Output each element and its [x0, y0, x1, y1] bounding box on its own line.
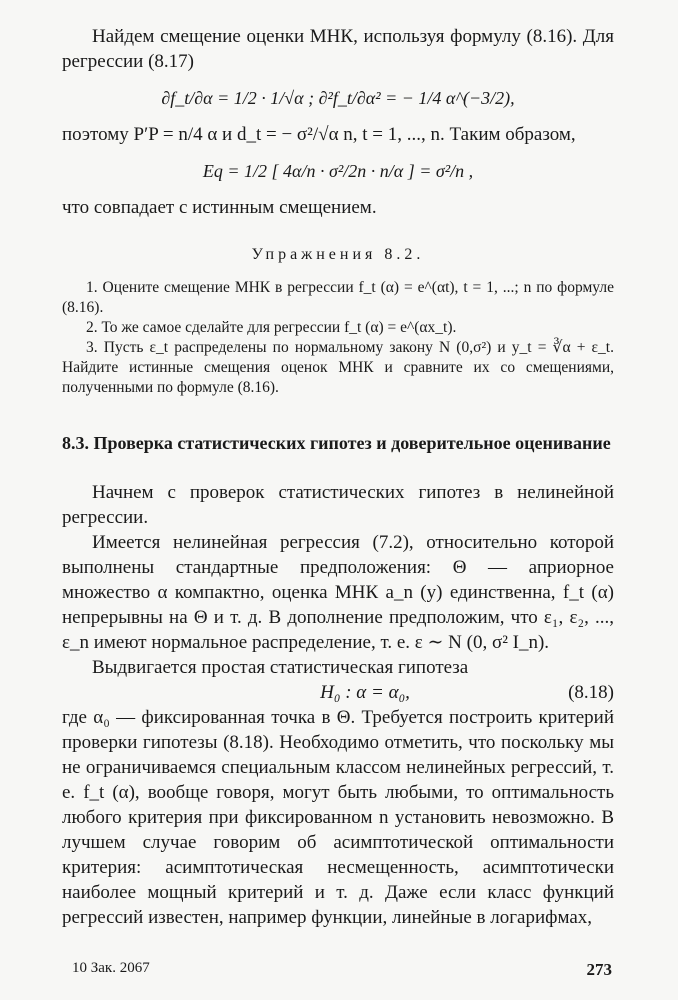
hypothesis-equation: [62, 680, 614, 705]
formula-bias: Eq = 1/2 [ 4α/n · σ²/2n · n/α ] = σ²/n ,: [202, 161, 474, 181]
intro-paragraph: Найдем смещение оценки МНК, используя формулу (8.16). Для регрессии (8.17): [62, 26, 614, 72]
equation-label: (8.18): [568, 682, 614, 703]
section-paragraph: Начнем с проверок статистических гипотез в нелинейной регрессии.: [62, 482, 614, 528]
section-paragraph: Имеется нелинейная регрессия (7.2), относительно которой выполнены стандартные предположения: Θ — априорное множество α компактно, оценка МНК a_n (y) единственна, f_t (α) непрерывны на Θ и т. д. В дополнение предположим, что ε₁, ε₂, ..., ε_n имеют нормальное распределение, т. е. ε ∼ N (0, σ² I_n).: [62, 532, 614, 653]
exercises-title: Упражнения 8.2.: [251, 246, 425, 263]
section-title: 8.3. Проверка статистических гипотез и доверительное оценивание: [62, 433, 611, 453]
after-formula-paragraph: поэтому P′P = n/4 α и d_t = − σ²/√α n, t = 1, ..., n. Таким образом,: [62, 124, 576, 145]
printer-signature: 10 Зак. 2067: [72, 960, 150, 976]
page-number: 273: [586, 960, 612, 979]
page-footer: [72, 960, 612, 980]
page-body: [62, 24, 614, 930]
conclusion-paragraph: что совпадает с истинным смещением.: [62, 197, 377, 218]
exercise-item: 3. Пусть ε_t распределены по нормальному закону N (0,σ²) и y_t = ∛α + ε_t. Найдите истинные смещения оценок МНК и сравните их со смещениями, полученными по формуле (8.16).: [62, 339, 614, 396]
formula-derivatives: ∂f_t/∂α = 1/2 · 1/√α ; ∂²f_t/∂α² = − 1/4 α^(−3/2),: [161, 88, 515, 108]
exercise-item: 1. Оцените смещение МНК в регрессии f_t (α) = e^(αt), t = 1, ...; n по формуле (8.16).: [62, 279, 614, 316]
section-paragraph: Выдвигается простая статистическая гипотеза: [92, 657, 469, 678]
exercise-item: 2. То же самое сделайте для регрессии f_t (α) = e^(αx_t).: [86, 319, 457, 336]
section-paragraph: где α₀ — фиксированная точка в Θ. Требуется построить критерий проверки гипотезы (8.18). Необходимо отметить, что поскольку мы не ограничиваемся специальным классом нелинейных регрессий, т. е. f_t (α), вообще говоря, могут быть любыми, то оптимальность любого критерия при фиксированном n установить невозможно. В лучшем случае говорим об асимптотической оптимальности критерия: асимптотическая несмещенность, асимптотически наиболее мощный критерий и т. д. Даже если класс функций регрессий известен, например функции, линейные в логарифмах,: [62, 707, 614, 928]
hypothesis-formula: H₀ : α = α₀,: [320, 682, 410, 703]
